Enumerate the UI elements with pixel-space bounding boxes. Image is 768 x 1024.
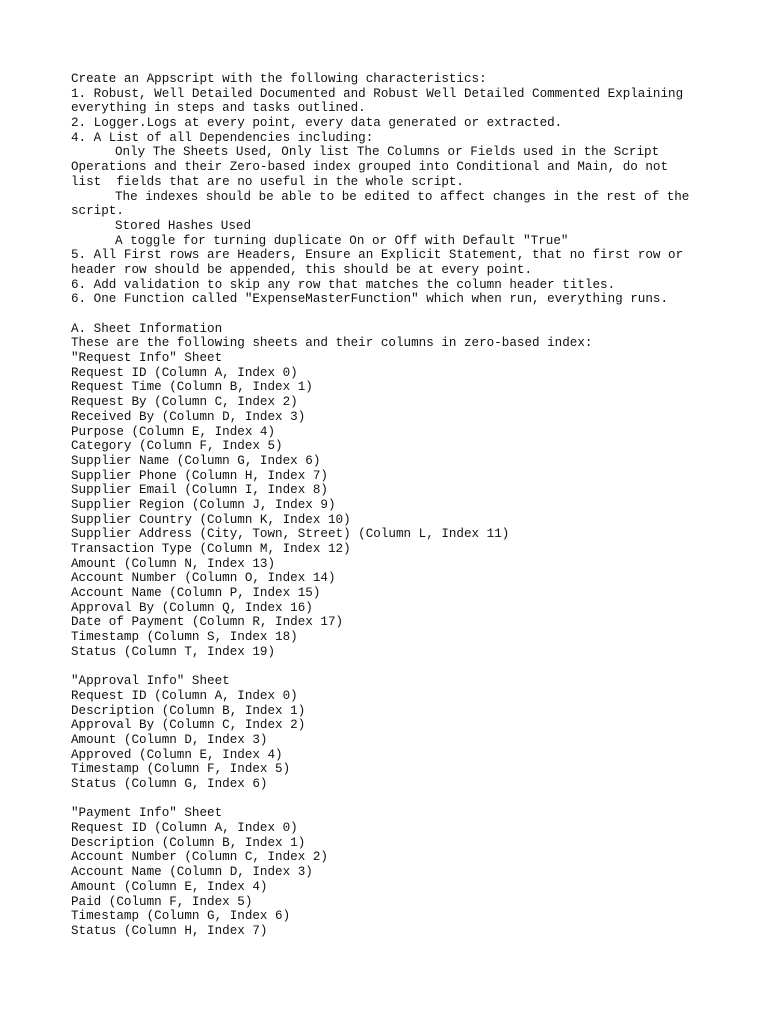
request-sheet-title: "Request Info" Sheet bbox=[71, 351, 223, 366]
intro-line: Create an Appscript with the following characteristics: bbox=[71, 72, 487, 86]
column-item: Received By (Column D, Index 3) bbox=[71, 409, 306, 424]
payment-column-list bbox=[71, 821, 711, 939]
column-item: Status (Column G, Index 6) bbox=[71, 777, 268, 791]
column-item: Approved (Column E, Index 4) bbox=[71, 747, 283, 762]
requirement-4-sub-4: A toggle for turning duplicate On or Off with Default "True" bbox=[115, 233, 569, 248]
column-item: Supplier Region (Column J, Index 9) bbox=[71, 497, 336, 512]
column-item: Status (Column T, Index 19) bbox=[71, 644, 276, 659]
column-item: Amount (Column D, Index 3) bbox=[71, 732, 268, 747]
column-item: Request Time (Column B, Index 1) bbox=[71, 380, 313, 395]
column-item: Timestamp (Column G, Index 6) bbox=[71, 909, 291, 924]
payment-sheet-title: "Payment Info" Sheet bbox=[71, 806, 223, 821]
approval-column-list bbox=[71, 689, 711, 792]
requirement-4-sub-1-cont2: list fields that are no useful in the whole script. bbox=[71, 174, 464, 189]
column-item: Account Name (Column D, Index 3) bbox=[71, 865, 313, 880]
requirement-4-sub-2-cont: script. bbox=[71, 204, 124, 219]
column-item: Supplier Country (Column K, Index 10) bbox=[71, 512, 351, 527]
column-item: Supplier Email (Column I, Index 8) bbox=[71, 483, 328, 498]
column-item: Request By (Column C, Index 2) bbox=[71, 395, 298, 410]
column-item: Description (Column B, Index 1) bbox=[71, 835, 306, 850]
requirement-4-sub-1: Only The Sheets Used, Only list The Columns or Fields used in the Script bbox=[115, 145, 660, 160]
requirement-6b: 6. One Function called "ExpenseMasterFunction" which when run, everything runs. bbox=[71, 292, 669, 307]
column-item: Account Name (Column P, Index 15) bbox=[71, 586, 321, 601]
column-item: Approval By (Column Q, Index 16) bbox=[71, 600, 313, 615]
column-item: Purpose (Column E, Index 4) bbox=[71, 424, 276, 439]
column-item: Amount (Column N, Index 13) bbox=[71, 556, 276, 571]
column-item: Account Number (Column O, Index 14) bbox=[71, 571, 336, 586]
column-item: Request ID (Column A, Index 0) bbox=[71, 365, 298, 380]
requirements-section bbox=[71, 72, 711, 307]
requirement-1-cont: everything in steps and tasks outlined. bbox=[71, 101, 366, 116]
column-item: Transaction Type (Column M, Index 12) bbox=[71, 542, 351, 556]
column-item: Status (Column H, Index 7) bbox=[71, 923, 268, 938]
requirement-6a: 6. Add validation to skip any row that matches the column header titles. bbox=[71, 277, 616, 292]
column-item: Category (Column F, Index 5) bbox=[71, 439, 283, 454]
requirement-2: 2. Logger.Logs at every point, every data generated or extracted. bbox=[71, 116, 563, 131]
column-item: Description (Column B, Index 1) bbox=[71, 703, 306, 718]
section-heading: A. Sheet Information bbox=[71, 321, 223, 336]
column-item: Supplier Address (City, Town, Street) (Column L, Index 11) bbox=[71, 527, 510, 542]
requirement-4-sub-2: The indexes should be able to be edited to affect changes in the rest of the bbox=[115, 189, 690, 204]
column-item: Paid (Column F, Index 5) bbox=[71, 894, 253, 909]
column-item: Date of Payment (Column R, Index 17) bbox=[71, 615, 344, 630]
request-column-list bbox=[71, 366, 711, 660]
requirement-4-sub-1-cont: Operations and their Zero-based index grouped into Conditional and Main, do not bbox=[71, 160, 669, 175]
column-item: Supplier Phone (Column H, Index 7) bbox=[71, 468, 328, 483]
section-description: These are the following sheets and their columns in zero-based index: bbox=[71, 336, 593, 351]
sheet-information-section bbox=[71, 322, 711, 939]
document-body bbox=[71, 72, 711, 939]
column-item: Timestamp (Column S, Index 18) bbox=[71, 630, 298, 645]
column-item: Request ID (Column A, Index 0) bbox=[71, 688, 298, 703]
column-item: Account Number (Column C, Index 2) bbox=[71, 850, 328, 865]
column-item: Amount (Column E, Index 4) bbox=[71, 879, 268, 894]
spacer bbox=[71, 307, 711, 322]
requirement-4: 4. A List of all Dependencies including: bbox=[71, 130, 374, 145]
requirement-4-sub-3: Stored Hashes Used bbox=[115, 218, 252, 233]
column-item: Request ID (Column A, Index 0) bbox=[71, 821, 298, 836]
column-item: Approval By (Column C, Index 2) bbox=[71, 718, 306, 733]
requirement-1: 1. Robust, Well Detailed Documented and Robust Well Detailed Commented Explaining bbox=[71, 86, 684, 101]
spacer bbox=[71, 660, 711, 675]
column-item: Timestamp (Column F, Index 5) bbox=[71, 762, 291, 777]
requirement-5: 5. All First rows are Headers, Ensure an Explicit Statement, that no first row or bbox=[71, 248, 684, 263]
approval-sheet-title: "Approval Info" Sheet bbox=[71, 674, 230, 689]
column-item: Supplier Name (Column G, Index 6) bbox=[71, 453, 321, 468]
spacer bbox=[71, 792, 711, 807]
requirement-5-cont: header row should be appended, this should be at every point. bbox=[71, 262, 533, 277]
